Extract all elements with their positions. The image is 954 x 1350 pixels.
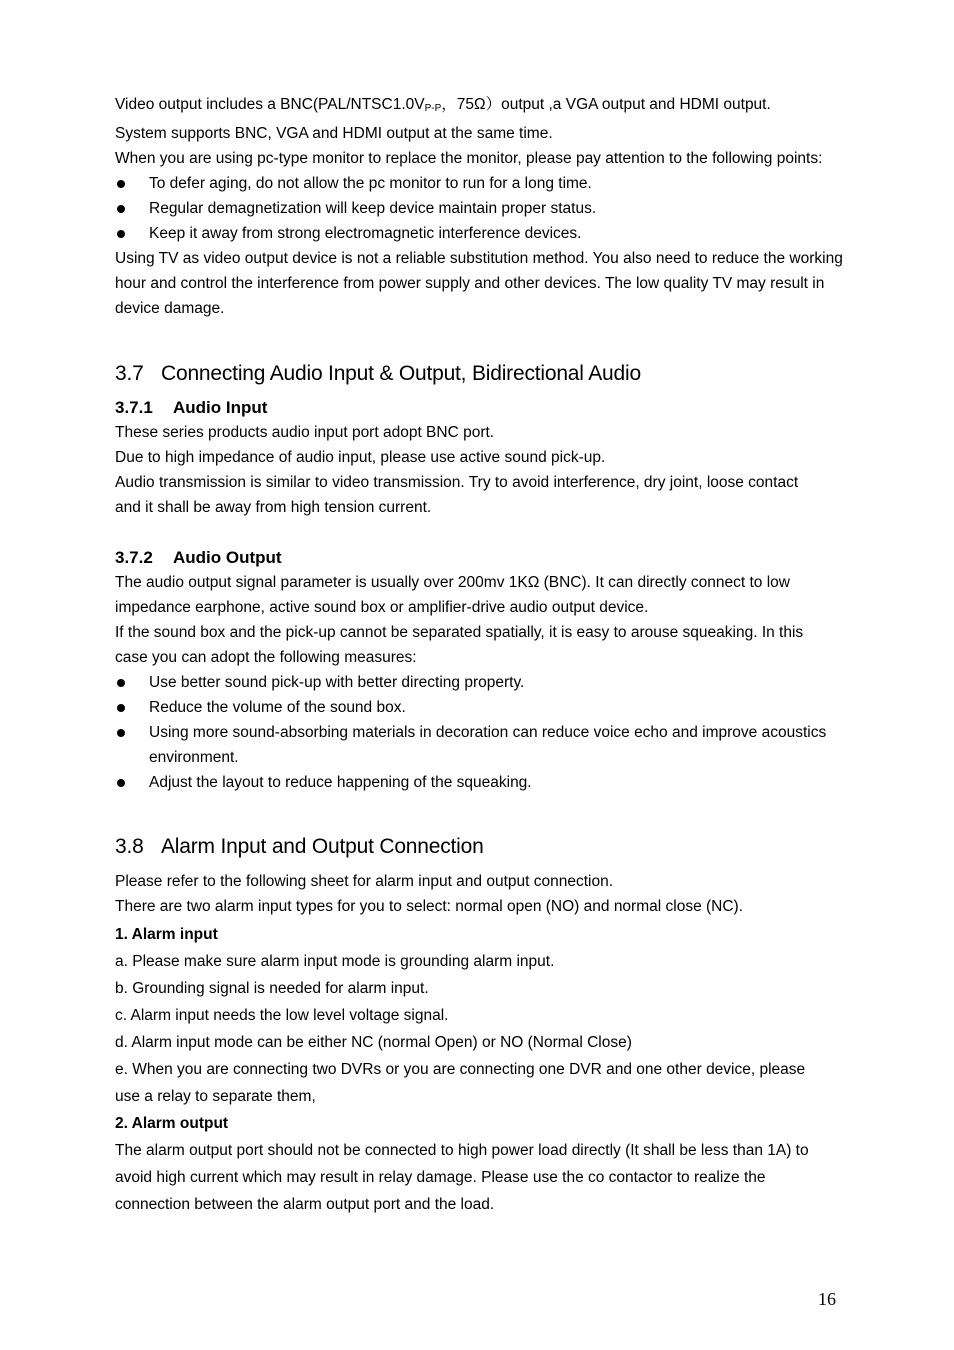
section-heading-3-8 (115, 833, 875, 861)
audio-output-para-2: If the sound box and the pick-up cannot be separated spatially, it is easy to arouse squeaking. In this case you can adopt the following measures: (115, 624, 804, 666)
subscript-pp: P-P (424, 103, 442, 114)
alarm-input-heading: 1. Alarm input (115, 926, 218, 943)
page-number: 16 (818, 1289, 836, 1309)
alarm-input-block (115, 921, 875, 1218)
alarm-output-heading: 2. Alarm output (115, 1115, 229, 1132)
bullet-icon (117, 205, 125, 213)
section-number: 3.7 (115, 362, 144, 385)
list-item (115, 171, 875, 196)
alarm-intro-line-1: Please refer to the following sheet for alarm input and output connection. (115, 873, 614, 890)
intro-line-3: When you are using pc-type monitor to replace the monitor, please pay attention to the following points: (115, 150, 823, 167)
bullet-icon (117, 679, 125, 687)
bullet-icon (117, 704, 125, 712)
list-item (115, 670, 875, 695)
document-body (115, 92, 875, 1218)
bullet-icon (117, 729, 125, 737)
tv-note: Using TV as video output device is not a reliable substitution method. You also need to reduce the working hour and control the interference from power supply and other devices. The low quality TV may result in device damage. (115, 250, 843, 317)
alarm-output-text: The alarm output port should not be connected to high power load directly (It shall be less than 1A) to avoid high current which may result in relay damage. Please use the co contactor to realize the connection between the alarm output port and the load. (115, 1142, 809, 1213)
list-item (115, 695, 875, 720)
list-item-text: Regular demagnetization will keep device maintain proper status. (149, 200, 597, 217)
audio-output-para-1: The audio output signal parameter is usually over 200mv 1KΩ (BNC). It can directly connect to low impedance earphone, active sound box or amplifier-drive audio output device. (115, 574, 790, 616)
subsection-title: Audio Input (173, 398, 268, 417)
alarm-input-item-b: b. Grounding signal is needed for alarm input. (115, 980, 429, 997)
alarm-input-item-a: a. Please make sure alarm input mode is grounding alarm input. (115, 953, 555, 970)
alarm-input-item-c: c. Alarm input needs the low level voltage signal. (115, 1007, 449, 1024)
section-number: 3.8 (115, 835, 144, 858)
list-item (115, 221, 875, 246)
intro-line-1-text: Video output includes a BNC(PAL/NTSC1.0V (115, 96, 425, 113)
section-title: Connecting Audio Input & Output, Bidirectional Audio (161, 362, 641, 385)
monitor-bullet-list (115, 171, 875, 246)
audio-input-line-3: Audio transmission is similar to video transmission. Try to avoid interference, dry joint, loose contact and it shall be away from high tension current. (115, 474, 799, 516)
bullet-icon (117, 779, 125, 787)
intro-line-2: System supports BNC, VGA and HDMI output at the same time. (115, 125, 553, 142)
list-item-text: Adjust the layout to reduce happening of the squeaking. (149, 774, 532, 791)
bullet-icon (117, 180, 125, 188)
alarm-input-item-d: d. Alarm input mode can be either NC (normal Open) or NO (Normal Close) (115, 1034, 632, 1051)
list-item-text: Using more sound-absorbing materials in decoration can reduce voice echo and improve acoustics environment. (149, 724, 827, 766)
subsection-title: Audio Output (173, 548, 282, 567)
audio-input-line-2: Due to high impedance of audio input, please use active sound pick-up. (115, 449, 606, 466)
squeaking-measures-list (115, 670, 875, 795)
section-heading-3-7 (115, 360, 875, 388)
list-item-text: Use better sound pick-up with better directing property. (149, 674, 525, 691)
list-item-text: Reduce the volume of the sound box. (149, 699, 406, 716)
subsection-number: 3.7.1 (115, 398, 153, 417)
list-item (115, 770, 875, 795)
list-item (115, 196, 875, 221)
alarm-input-item-e: e. When you are connecting two DVRs or you are connecting one DVR and one other device, please use a relay to separate them, (115, 1061, 806, 1105)
alarm-intro-line-2: There are two alarm input types for you to select: normal open (NO) and normal close (NC). (115, 898, 744, 915)
section-title: Alarm Input and Output Connection (161, 835, 484, 858)
subsection-heading-3-7-1 (115, 396, 875, 420)
subsection-number: 3.7.2 (115, 548, 153, 567)
intro-line-1 (115, 92, 875, 121)
list-item (115, 720, 829, 770)
list-item-text: Keep it away from strong electromagnetic interference devices. (149, 225, 582, 242)
list-item-text: To defer aging, do not allow the pc monitor to run for a long time. (149, 175, 592, 192)
subsection-heading-3-7-2 (115, 546, 875, 570)
intro-line-1-rest: ，75Ω）output ,a VGA output and HDMI output. (441, 96, 771, 113)
bullet-icon (117, 230, 125, 238)
audio-input-line-1: These series products audio input port adopt BNC port. (115, 424, 495, 441)
